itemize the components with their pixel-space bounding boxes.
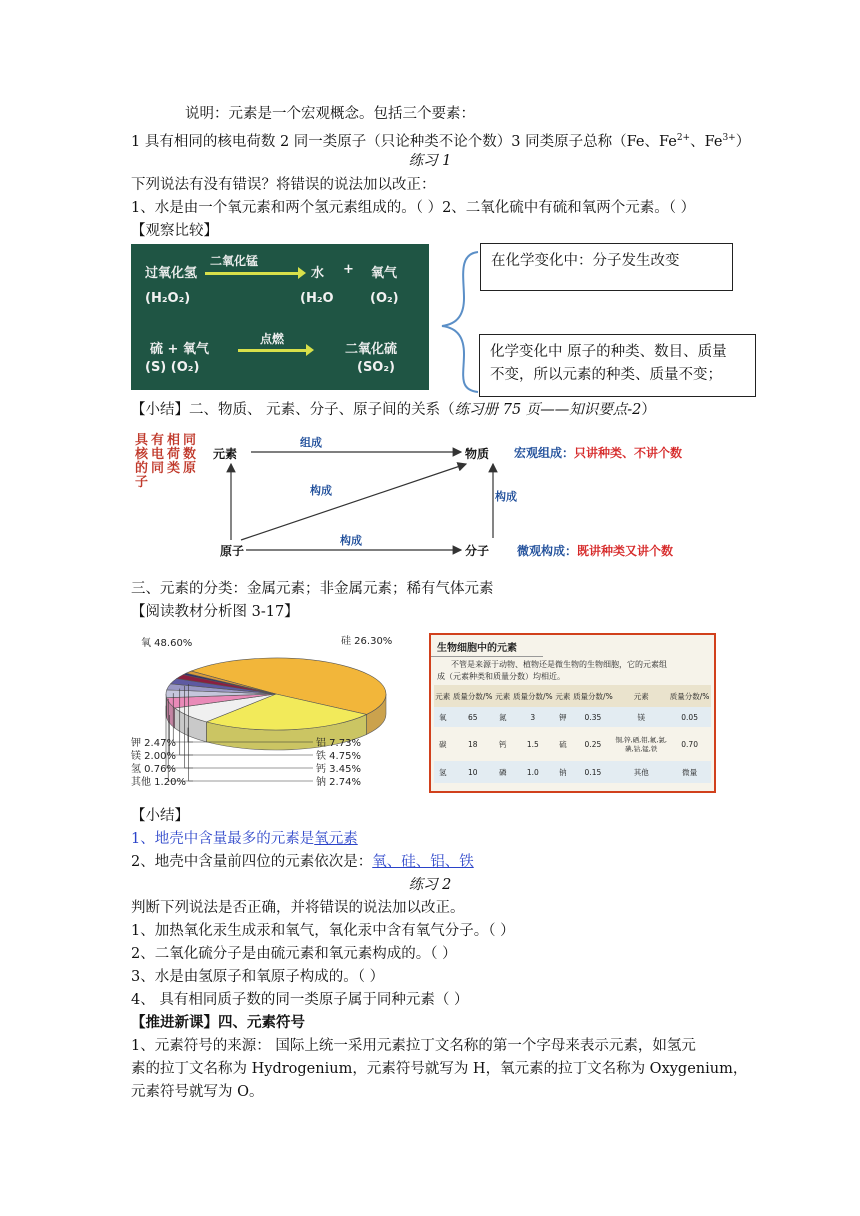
node-substance: 物质 — [465, 447, 490, 461]
reaction1-oxygen: 氧气 — [371, 266, 398, 281]
instruction-line: 下列说法有没有错误？将错误的说法加以改正： — [131, 177, 436, 193]
answer-top4-link[interactable]: 氧、硅、铝、铁 — [372, 854, 474, 870]
micro-note: 微观构成：既讲种类又讲个数 — [517, 544, 674, 558]
reaction1-catalyst: 二氧化锰 — [210, 254, 259, 268]
node-atom: 原子 — [220, 544, 245, 558]
node-element: 元素 — [213, 447, 238, 461]
read-figure-heading: 【阅读教材分析图 3-17】 — [131, 604, 299, 620]
reaction1-formula-h2o: (H₂O — [300, 291, 334, 306]
symbol-origin-line2: 素的拉丁文名称为 Hydrogenium，元素符号就写为 H，氧元素的拉丁文名称为 Oxygenium， — [131, 1061, 748, 1077]
table-header-row — [434, 685, 711, 707]
exercise-2-q4: 4、 具有相同质子数的同一类原子属于同种元素（ ） — [131, 992, 469, 1008]
classification-line: 三、元素的分类：金属元素；非金属元素；稀有气体元素 — [131, 581, 494, 597]
exercise-2-q1: 1、加热氧化汞生成汞和氧气，氧化汞中含有氧气分子。（ ） — [131, 923, 515, 939]
reaction2-condition: 点燃 — [260, 332, 285, 346]
symbol-origin-line1: 1、元素符号的来源： 国际上统一采用元素拉丁文名称的第一个字母来表示元素，如氢元 — [131, 1038, 696, 1054]
label-form-vertical: 构成 — [495, 490, 517, 503]
question-line: 1、水是由一个氧元素和两个氢元素组成的。（ ）2、二氧化硫中有硫和氧两个元素。（ ） — [131, 200, 696, 216]
reaction2-formula-so2: (SO₂) — [357, 360, 395, 375]
note-molecule-change: 在化学变化中：分子发生改变 — [480, 243, 733, 291]
table-row: 碳 18 钙 1.5 硫 0.25 铜,锌,硒,钼,氟,氯,碘,钴,锰,铁 0.70 — [438, 736, 698, 753]
pie-label-硅: 硅 26.30% — [341, 636, 393, 647]
exercise-2-q3: 3、水是由氢原子和氧原子构成的。（ ） — [131, 969, 385, 985]
exercise-2-q2: 2、二氧化硫分子是由硫元素和氧元素构成的。（ ） — [131, 946, 457, 962]
arrow-head-icon — [298, 267, 306, 279]
element-definition: 具有相同 核电荷数 的同类原 子 — [135, 433, 200, 490]
reaction2-reactants: 硫 + 氧气 — [150, 342, 209, 357]
pie-label-钙: 钙 3.45% — [316, 764, 361, 775]
pie-label-氢: 氢 0.76% — [131, 764, 176, 775]
header-cell: 元素 — [495, 691, 511, 701]
header-cell: 质量分数/% — [669, 691, 710, 701]
arrow-head-icon — [306, 344, 314, 356]
new-lesson-heading: 【推进新课】四、元素符号 — [131, 1014, 305, 1031]
observe-heading: 【观察比较】 — [131, 223, 218, 239]
exercise-2-heading: 练习 2 — [408, 877, 452, 893]
label-form-diagonal: 构成 — [310, 484, 332, 497]
header-cell: 质量分数/% — [452, 691, 493, 701]
summary-relation-line: 【小结】二、物质、 元素、分子、原子间的关系（练习册 75 页——知识要点-2） — [131, 402, 656, 418]
summary-item-2: 2、地壳中含量前四位的元素依次是：氧、硅、铝、铁 — [131, 854, 474, 870]
symbol-origin-line3: 元素符号就写为 O。 — [131, 1084, 264, 1100]
pie-label-铝: 铝 7.73% — [316, 738, 361, 749]
pie-label-氧: 氧 48.60% — [141, 638, 193, 649]
reaction1-water: 水 — [311, 266, 325, 281]
header-cell: 元素 — [555, 691, 571, 701]
three-elements-line: 1 具有相同的核电荷数 2 同一类原子（只论种类不论个数）3 同类原子总称（Fe、$Fe^{2+}$、$Fe^{3+}$） — [131, 133, 751, 150]
cell-table-desc1: 不管是来源于动物、植物还是微生物的生物细胞，它的元素组 — [451, 660, 667, 669]
note-atom-unchanged: 化学变化中 原子的种类、数目、质量 不变，所以元素的种类、质量不变； — [479, 334, 756, 397]
cell-elements-panel — [429, 633, 716, 793]
label-compose: 组成 — [300, 436, 322, 449]
table-row: 氢 10 磷 1.0 钠 0.15 其他 微量 — [434, 761, 711, 783]
cell-table-desc2: 成（元素种类和质量分数）均相近。 — [437, 672, 565, 681]
cell-elements-table — [434, 685, 711, 783]
atom-substance-arrow — [241, 464, 466, 540]
exercise-2-instruction: 判断下列说法是否正确，并将错误的说法加以改正。 — [131, 900, 465, 916]
pie-label-其他: 其他 1.20% — [131, 777, 186, 788]
pie-label-钠: 钠 2.74% — [316, 777, 361, 788]
summary-item-1: 1、地壳中含量最多的元素是氧元素 — [131, 831, 358, 847]
reaction2-formulas: (S) (O₂) — [145, 360, 200, 375]
header-cell: 质量分数/% — [573, 691, 613, 701]
header-cell: 元素 — [435, 691, 451, 701]
reaction1-formula-h2o2: (H₂O₂) — [145, 291, 191, 306]
reaction1-plus: + — [343, 262, 354, 277]
reaction1-arrow — [205, 272, 300, 275]
crust-element-pie-chart — [131, 632, 411, 792]
reaction1-formula-o2: (O₂) — [370, 291, 399, 306]
answer-oxygen-link[interactable]: 氧元素 — [314, 831, 358, 847]
summary-heading: 【小结】 — [131, 808, 189, 824]
cell-table-title: 生物细胞中的元素 — [431, 635, 543, 657]
header-cell: 元素 — [633, 691, 649, 701]
node-molecule: 分子 — [465, 544, 490, 558]
exercise-1-heading: 练习 1 — [408, 153, 452, 169]
header-cell: 质量分数/% — [512, 691, 553, 701]
label-form-bottom: 构成 — [340, 534, 362, 547]
intro-line: 说明：元素是一个宏观概念。包括三个要素： — [185, 106, 475, 122]
reaction2-product: 二氧化硫 — [345, 342, 398, 357]
pie-label-铁: 铁 4.75% — [316, 751, 361, 762]
table-row: 氧 65 氮 3 钾 0.35 镁 0.05 — [434, 707, 711, 727]
reaction2-arrow — [238, 349, 308, 352]
pie-label-镁: 镁 2.00% — [131, 751, 176, 762]
reaction1-reactant: 过氧化氢 — [145, 266, 198, 281]
pie-label-钾: 钾 2.47% — [131, 738, 176, 749]
macro-note: 宏观组成：只讲种类、不讲个数 — [514, 446, 683, 460]
